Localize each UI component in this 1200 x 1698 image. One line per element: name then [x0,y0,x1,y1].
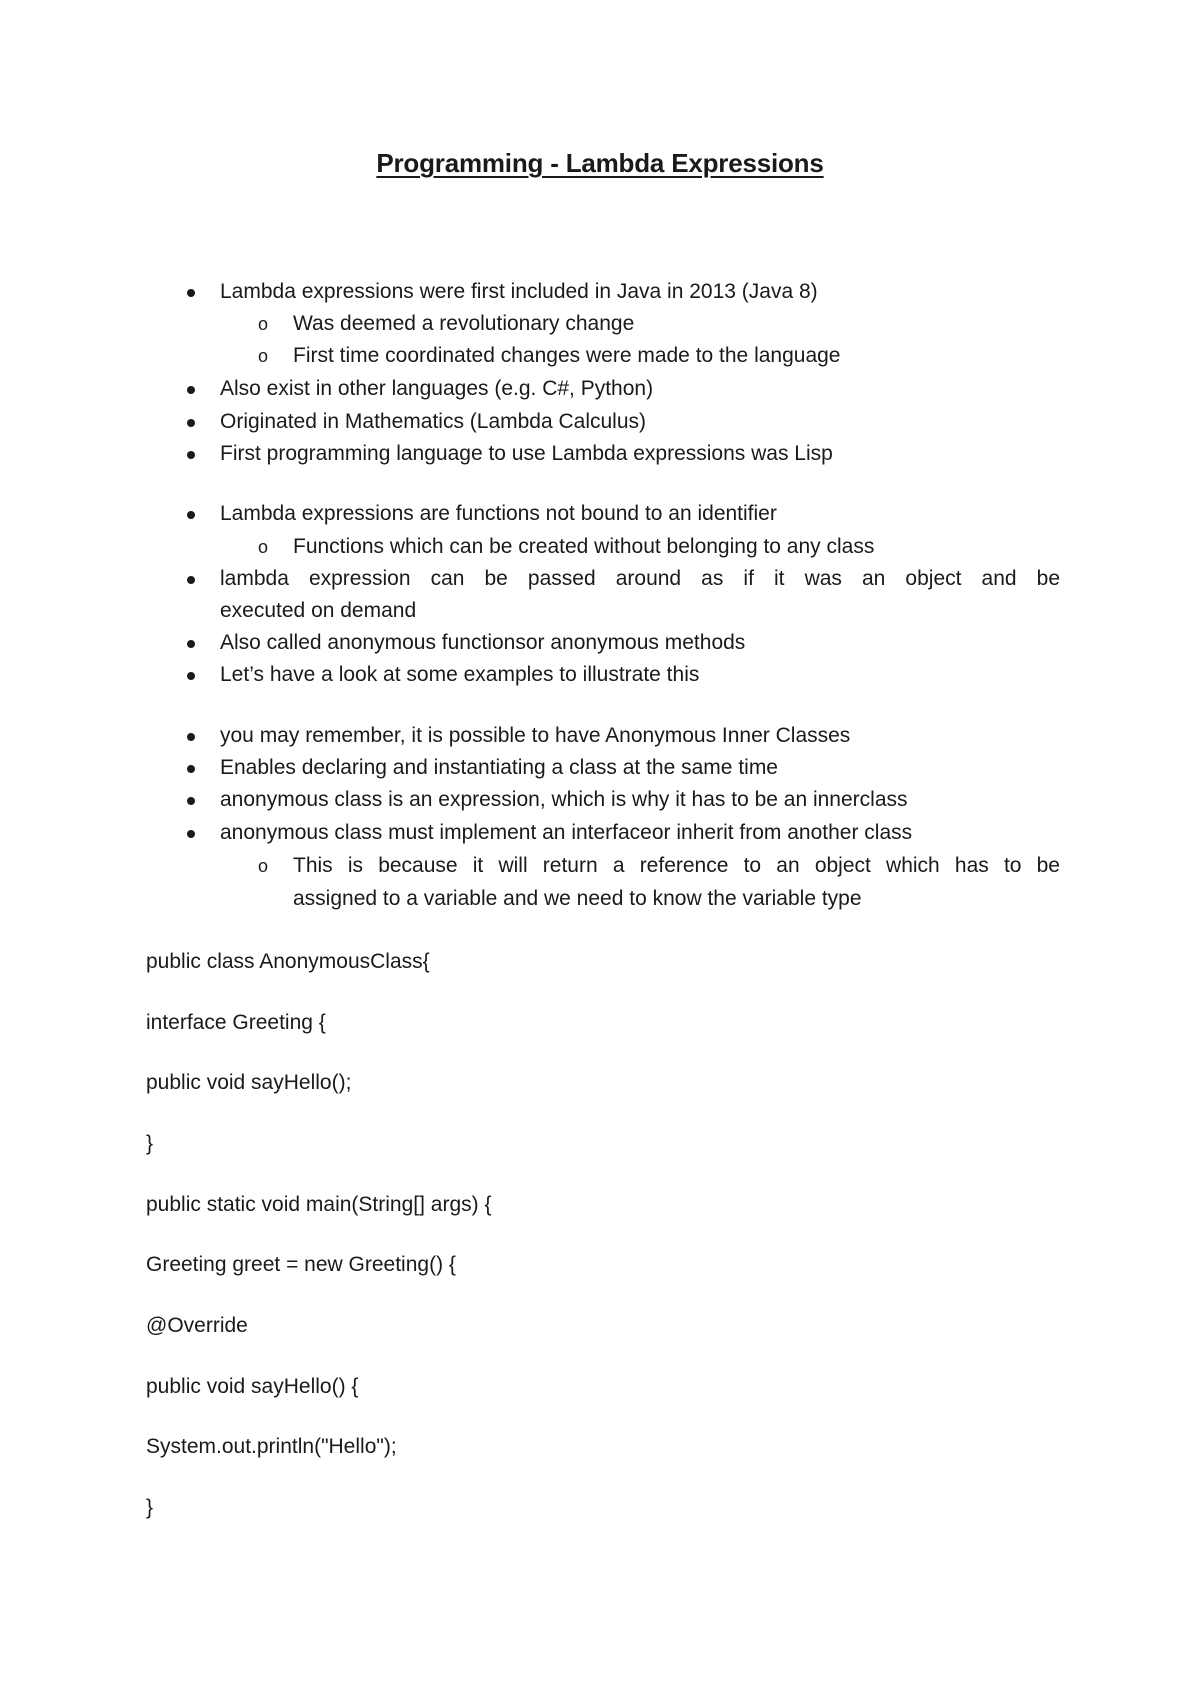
bullet-marker [187,289,195,297]
code-line: public class AnonymousClass{ [146,950,430,973]
code-line: Greeting greet = new Greeting() { [146,1253,456,1276]
code-line: interface Greeting { [146,1011,326,1034]
sub-list-item: This is because it will return a reference to an object which has to be [293,854,1060,877]
sub-list-item: First time coordinated changes were made to the language [293,344,841,367]
sub-list-item: Was deemed a revolutionary change [293,312,635,335]
list-item: anonymous class must implement an interfaceor inherit from another class [220,821,913,844]
list-item: Lambda expressions are functions not bound to an identifier [220,502,777,525]
code-line: @Override [146,1314,248,1337]
page-title: Programming - Lambda Expressions [376,148,824,178]
sub-bullet-marker: o [258,537,269,557]
bullet-marker [187,386,195,394]
list-item: you may remember, it is possible to have Anonymous Inner Classes [220,724,851,747]
list-item-continuation: executed on demand [220,599,417,622]
list-item: Also called anonymous functionsor anonymous methods [220,631,746,654]
code-line: public void sayHello() { [146,1375,359,1398]
bullet-marker [187,830,195,838]
code-line: } [146,1132,154,1155]
bullet-marker [187,733,195,741]
list-item: Let’s have a look at some examples to illustrate this [220,663,700,686]
code-line: public static void main(String[] args) { [146,1193,492,1216]
code-line: } [146,1496,154,1519]
bullet-marker [187,419,195,427]
list-item: lambda expression can be passed around as if it was an object and be [220,567,1060,590]
list-item: Also exist in other languages (e.g. C#, Python) [220,377,654,400]
bullet-marker [187,511,195,519]
bullet-marker [187,765,195,773]
sub-bullet-marker: o [258,314,269,334]
sub-bullet-marker: o [258,346,269,366]
list-item: Lambda expressions were first included in Java in 2013 (Java 8) [220,280,818,303]
bullet-marker [187,797,195,805]
bullet-marker [187,576,195,584]
sub-list-item-continuation: assigned to a variable and we need to know the variable type [293,887,862,910]
list-item: anonymous class is an expression, which is why it has to be an innerclass [220,788,908,811]
bullet-marker [187,672,195,680]
code-line: public void sayHello(); [146,1071,352,1094]
code-line: System.out.println("Hello"); [146,1435,397,1458]
list-item: First programming language to use Lambda expressions was Lisp [220,442,833,465]
sub-bullet-marker: o [258,856,269,876]
bullet-marker [187,451,195,459]
bullet-marker [187,640,195,648]
list-item: Enables declaring and instantiating a class at the same time [220,756,778,779]
sub-list-item: Functions which can be created without belonging to any class [293,535,875,558]
list-item: Originated in Mathematics (Lambda Calculus) [220,410,647,433]
